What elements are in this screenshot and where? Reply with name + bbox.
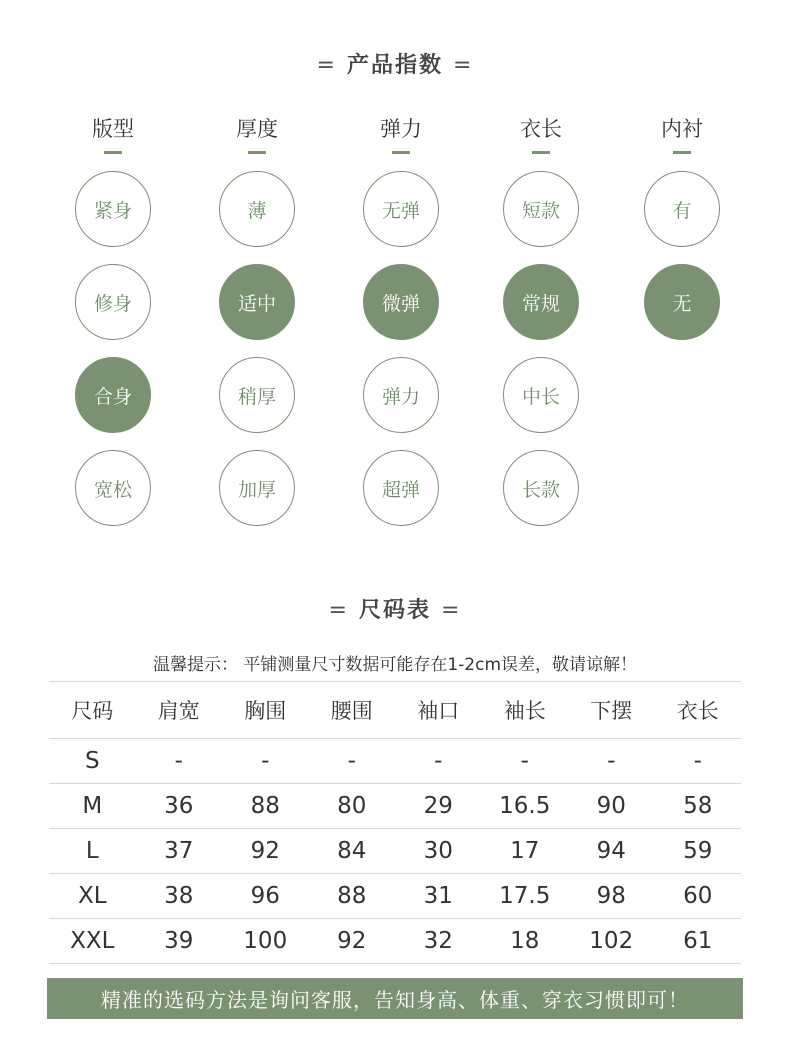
measurement-cell: 92 xyxy=(309,919,396,964)
index-column-header: 版型 xyxy=(92,117,134,141)
measurement-tip: 温馨提示： 平铺测量尺寸数据可能存在1-2cm误差，敬请谅解！ xyxy=(152,655,638,675)
measurement-cell: - xyxy=(482,739,569,784)
size-table-header-cell: 尺码 xyxy=(49,682,136,739)
index-option-selected: 合身 xyxy=(75,357,151,433)
measurement-cell: 38 xyxy=(136,874,223,919)
product-index-title xyxy=(0,48,790,79)
index-column xyxy=(217,115,297,543)
table-row xyxy=(49,739,741,784)
measurement-cell: - xyxy=(222,739,309,784)
size-table-header-cell: 袖口 xyxy=(395,682,482,739)
index-option: 稍厚 xyxy=(219,357,295,433)
size-chart-title-text: 尺码表 xyxy=(358,598,431,623)
header-underline xyxy=(104,151,122,154)
measurement-cell: 96 xyxy=(222,874,309,919)
measurement-cell: 17.5 xyxy=(482,874,569,919)
measurement-cell: 80 xyxy=(309,784,396,829)
measurement-cell: 102 xyxy=(568,919,655,964)
measurement-cell: 98 xyxy=(568,874,655,919)
index-option: 修身 xyxy=(75,264,151,340)
index-option: 长款 xyxy=(503,450,579,526)
index-option: 有 xyxy=(644,171,720,247)
measurement-cell: 61 xyxy=(655,919,742,964)
size-table-header-cell: 肩宽 xyxy=(136,682,223,739)
measurement-cell: 16.5 xyxy=(482,784,569,829)
index-option-selected: 适中 xyxy=(219,264,295,340)
table-row xyxy=(49,874,741,919)
size-chart-title xyxy=(0,593,790,624)
measurement-cell: 29 xyxy=(395,784,482,829)
measurement-cell: 59 xyxy=(655,829,742,874)
measurement-cell: - xyxy=(655,739,742,784)
measurement-cell: 60 xyxy=(655,874,742,919)
header-underline xyxy=(392,151,410,154)
size-table xyxy=(49,681,741,964)
measurement-cell: 17 xyxy=(482,829,569,874)
index-option: 加厚 xyxy=(219,450,295,526)
index-option: 无弹 xyxy=(363,171,439,247)
measurement-cell: 88 xyxy=(222,784,309,829)
header-underline xyxy=(673,151,691,154)
index-option: 紧身 xyxy=(75,171,151,247)
title-deco-left: = xyxy=(316,53,337,78)
measurement-cell: 100 xyxy=(222,919,309,964)
size-table-header-cell: 袖长 xyxy=(482,682,569,739)
measurement-cell: - xyxy=(136,739,223,784)
index-option: 弹力 xyxy=(363,357,439,433)
title-deco-left: = xyxy=(328,598,349,623)
size-table-header-cell: 胸围 xyxy=(222,682,309,739)
measurement-cell: 84 xyxy=(309,829,396,874)
index-option-selected: 微弹 xyxy=(363,264,439,340)
index-option-selected: 无 xyxy=(644,264,720,340)
index-column xyxy=(73,115,153,543)
measurement-cell: 36 xyxy=(136,784,223,829)
measurement-cell: 94 xyxy=(568,829,655,874)
index-option: 短款 xyxy=(503,171,579,247)
header-underline xyxy=(248,151,266,154)
index-option: 超弹 xyxy=(363,450,439,526)
measurement-cell: 32 xyxy=(395,919,482,964)
sizing-advice-banner: 精准的选码方法是询问客服，告知身高、体重、穿衣习惯即可！ xyxy=(47,978,743,1019)
size-label-cell: L xyxy=(49,829,136,874)
index-column-header: 衣长 xyxy=(520,117,562,141)
measurement-cell: 18 xyxy=(482,919,569,964)
size-table-header-cell: 腰围 xyxy=(309,682,396,739)
header-underline xyxy=(532,151,550,154)
measurement-cell: 31 xyxy=(395,874,482,919)
table-row xyxy=(49,829,741,874)
product-index-title-text: 产品指数 xyxy=(346,53,443,78)
measurement-cell: 92 xyxy=(222,829,309,874)
index-option: 中长 xyxy=(503,357,579,433)
table-row xyxy=(49,784,741,829)
size-label-cell: S xyxy=(49,739,136,784)
size-table-header-cell: 衣长 xyxy=(655,682,742,739)
measurement-cell: 39 xyxy=(136,919,223,964)
index-column-header: 厚度 xyxy=(236,117,278,141)
title-deco-right: = xyxy=(453,53,474,78)
measurement-cell: 58 xyxy=(655,784,742,829)
index-option: 宽松 xyxy=(75,450,151,526)
index-column xyxy=(361,115,441,543)
title-deco-right: = xyxy=(441,598,462,623)
size-table-header-cell: 下摆 xyxy=(568,682,655,739)
size-label-cell: XXL xyxy=(49,919,136,964)
index-column xyxy=(501,115,581,543)
index-column xyxy=(642,115,722,357)
measurement-cell: 37 xyxy=(136,829,223,874)
index-column-header: 弹力 xyxy=(380,117,422,141)
index-option: 薄 xyxy=(219,171,295,247)
measurement-cell: - xyxy=(568,739,655,784)
index-option-selected: 常规 xyxy=(503,264,579,340)
size-label-cell: M xyxy=(49,784,136,829)
measurement-cell: - xyxy=(395,739,482,784)
measurement-cell: 88 xyxy=(309,874,396,919)
measurement-cell: - xyxy=(309,739,396,784)
measurement-cell: 30 xyxy=(395,829,482,874)
size-label-cell: XL xyxy=(49,874,136,919)
measurement-cell: 90 xyxy=(568,784,655,829)
table-row xyxy=(49,919,741,964)
index-column-header: 内衬 xyxy=(661,117,703,141)
size-table-header xyxy=(49,682,741,739)
